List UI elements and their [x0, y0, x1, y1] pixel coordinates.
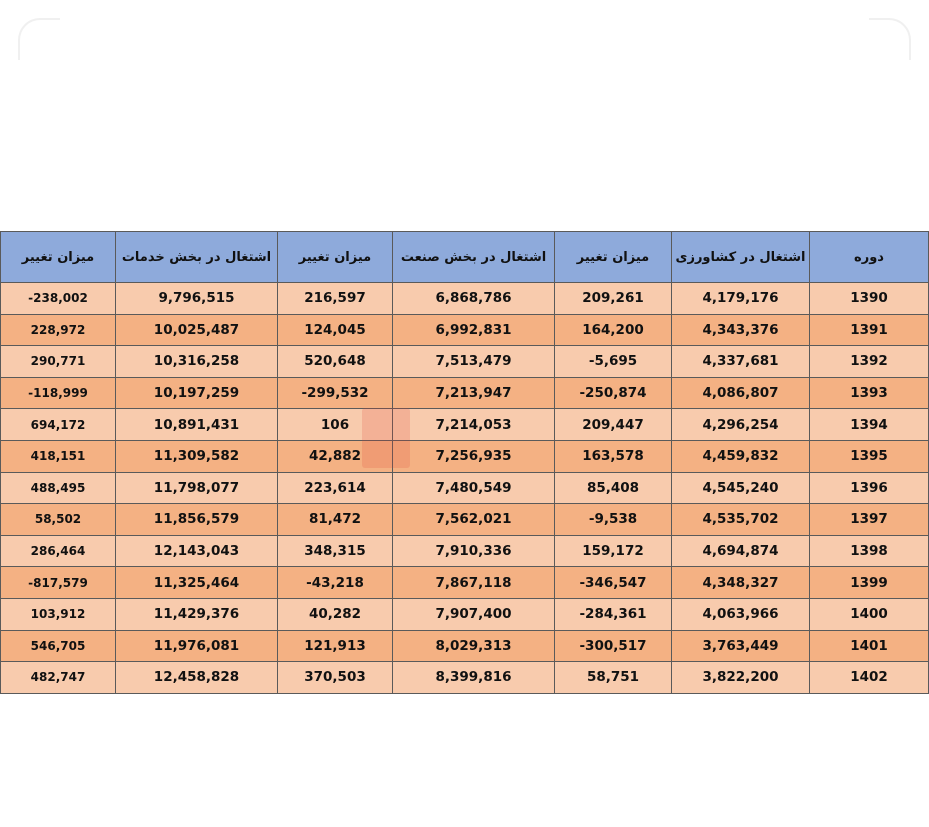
cell-industry-change: 223,614: [278, 472, 393, 504]
table-row: [1, 630, 929, 662]
cell-industry-employment: 7,867,118: [393, 567, 555, 599]
frame-corner-left: [18, 18, 60, 60]
cell-services-employment: 11,325,464: [116, 567, 278, 599]
table-row: [1, 440, 929, 472]
employment-table: [0, 231, 929, 694]
cell-services-employment: 11,976,081: [116, 630, 278, 662]
cell-industry-change: 121,913: [278, 630, 393, 662]
table-row: [1, 283, 929, 315]
cell-period: 1397: [810, 504, 929, 536]
cell-agriculture-change: 209,261: [555, 283, 672, 315]
cell-services-change: 546,705: [1, 630, 116, 662]
cell-services-change: -238,002: [1, 283, 116, 315]
cell-services-change: 290,771: [1, 346, 116, 378]
table-row: [1, 567, 929, 599]
cell-services-change: 58,502: [1, 504, 116, 536]
cell-agriculture-employment: 4,459,832: [672, 440, 810, 472]
table-row: [1, 314, 929, 346]
cell-agriculture-change: 159,172: [555, 535, 672, 567]
cell-period: 1399: [810, 567, 929, 599]
cell-industry-employment: 7,513,479: [393, 346, 555, 378]
cell-agriculture-change: -9,538: [555, 504, 672, 536]
cell-industry-change: 370,503: [278, 662, 393, 694]
cell-services-change: 103,912: [1, 598, 116, 630]
cell-industry-employment: 8,399,816: [393, 662, 555, 694]
cell-period: 1393: [810, 377, 929, 409]
cell-agriculture-employment: 4,337,681: [672, 346, 810, 378]
cell-industry-employment: 8,029,313: [393, 630, 555, 662]
table-row: [1, 504, 929, 536]
cell-services-employment: 12,143,043: [116, 535, 278, 567]
cell-agriculture-change: -5,695: [555, 346, 672, 378]
cell-industry-change: 216,597: [278, 283, 393, 315]
cell-industry-change: 106: [278, 409, 393, 441]
cell-agriculture-employment: 3,822,200: [672, 662, 810, 694]
cell-agriculture-change: -346,547: [555, 567, 672, 599]
cell-industry-change: -299,532: [278, 377, 393, 409]
cell-services-employment: 10,891,431: [116, 409, 278, 441]
cell-agriculture-change: -250,874: [555, 377, 672, 409]
cell-period: 1392: [810, 346, 929, 378]
header-services-change: میزان تغییر: [1, 232, 116, 283]
cell-industry-employment: 7,256,935: [393, 440, 555, 472]
cell-services-employment: 11,856,579: [116, 504, 278, 536]
table-row: [1, 598, 929, 630]
cell-services-employment: 10,316,258: [116, 346, 278, 378]
cell-period: 1401: [810, 630, 929, 662]
cell-industry-change: 81,472: [278, 504, 393, 536]
cell-period: 1398: [810, 535, 929, 567]
cell-period: 1395: [810, 440, 929, 472]
cell-industry-change: 520,648: [278, 346, 393, 378]
cell-agriculture-employment: 4,545,240: [672, 472, 810, 504]
watermark-logo: [362, 408, 410, 468]
cell-industry-employment: 6,868,786: [393, 283, 555, 315]
cell-services-change: -817,579: [1, 567, 116, 599]
cell-services-change: 488,495: [1, 472, 116, 504]
cell-industry-employment: 7,214,053: [393, 409, 555, 441]
cell-services-employment: 11,429,376: [116, 598, 278, 630]
cell-services-employment: 10,197,259: [116, 377, 278, 409]
cell-agriculture-employment: 4,535,702: [672, 504, 810, 536]
cell-period: 1390: [810, 283, 929, 315]
cell-agriculture-employment: 4,086,807: [672, 377, 810, 409]
cell-industry-employment: 7,910,336: [393, 535, 555, 567]
cell-period: 1402: [810, 662, 929, 694]
cell-agriculture-employment: 4,343,376: [672, 314, 810, 346]
cell-agriculture-employment: 4,063,966: [672, 598, 810, 630]
cell-services-change: -118,999: [1, 377, 116, 409]
header-industry-change: میزان تغییر: [278, 232, 393, 283]
cell-services-change: 694,172: [1, 409, 116, 441]
cell-industry-employment: 7,213,947: [393, 377, 555, 409]
cell-agriculture-change: 85,408: [555, 472, 672, 504]
table-row: [1, 409, 929, 441]
cell-agriculture-change: -284,361: [555, 598, 672, 630]
table-header-row: [1, 232, 929, 283]
cell-industry-employment: 7,480,549: [393, 472, 555, 504]
cell-period: 1391: [810, 314, 929, 346]
cell-services-employment: 11,309,582: [116, 440, 278, 472]
cell-industry-change: 348,315: [278, 535, 393, 567]
cell-agriculture-change: 164,200: [555, 314, 672, 346]
cell-agriculture-change: 163,578: [555, 440, 672, 472]
cell-industry-change: -43,218: [278, 567, 393, 599]
table-row: [1, 662, 929, 694]
cell-services-employment: 11,798,077: [116, 472, 278, 504]
cell-period: 1394: [810, 409, 929, 441]
cell-industry-change: 124,045: [278, 314, 393, 346]
header-industry-employment: اشتغال در بخش صنعت: [393, 232, 555, 283]
cell-industry-change: 42,882: [278, 440, 393, 472]
cell-services-change: 482,747: [1, 662, 116, 694]
cell-services-change: 418,151: [1, 440, 116, 472]
table-row: [1, 346, 929, 378]
header-period: دوره: [810, 232, 929, 283]
header-services-employment: اشتغال در بخش خدمات: [116, 232, 278, 283]
cell-period: 1396: [810, 472, 929, 504]
cell-agriculture-employment: 4,296,254: [672, 409, 810, 441]
table-body: [1, 283, 929, 694]
cell-agriculture-employment: 3,763,449: [672, 630, 810, 662]
cell-services-employment: 12,458,828: [116, 662, 278, 694]
cell-agriculture-change: 209,447: [555, 409, 672, 441]
cell-agriculture-employment: 4,348,327: [672, 567, 810, 599]
cell-services-change: 228,972: [1, 314, 116, 346]
cell-services-change: 286,464: [1, 535, 116, 567]
cell-agriculture-employment: 4,179,176: [672, 283, 810, 315]
cell-agriculture-change: 58,751: [555, 662, 672, 694]
table-row: [1, 535, 929, 567]
cell-agriculture-employment: 4,694,874: [672, 535, 810, 567]
cell-industry-employment: 6,992,831: [393, 314, 555, 346]
cell-agriculture-change: -300,517: [555, 630, 672, 662]
frame-corner-right: [869, 18, 911, 60]
cell-services-employment: 9,796,515: [116, 283, 278, 315]
cell-industry-change: 40,282: [278, 598, 393, 630]
cell-industry-employment: 7,562,021: [393, 504, 555, 536]
cell-industry-employment: 7,907,400: [393, 598, 555, 630]
table-row: [1, 377, 929, 409]
cell-services-employment: 10,025,487: [116, 314, 278, 346]
header-agriculture-change: میزان تغییر: [555, 232, 672, 283]
table-row: [1, 472, 929, 504]
cell-period: 1400: [810, 598, 929, 630]
header-agriculture-employment: اشتغال در کشاورزی: [672, 232, 810, 283]
